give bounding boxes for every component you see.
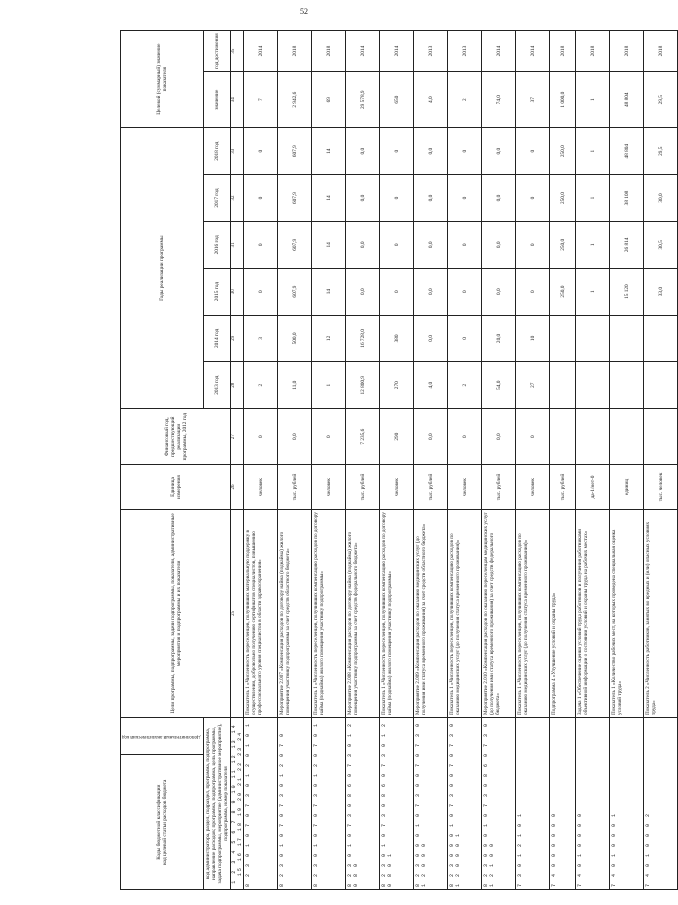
- row-year-value: 0: [244, 128, 278, 175]
- index-cell: 26: [231, 465, 244, 509]
- table-row: [516, 31, 550, 890]
- table-row: [610, 31, 644, 890]
- row-year-value: [644, 315, 678, 362]
- row-year-value: 250,0: [550, 268, 576, 315]
- header-year: 2013 год: [204, 362, 231, 409]
- row-code: 8 2 3 0 1 0 7 0 7 3 0 1 2 0 7 0 1: [312, 718, 346, 890]
- row-year-value: 12: [312, 315, 346, 362]
- table-row: [380, 31, 414, 890]
- row-target-value: 4,0: [414, 72, 448, 128]
- row-year-value: 29,5: [644, 128, 678, 175]
- row-2012: [576, 409, 610, 465]
- row-unit: тыс. рублей: [550, 465, 576, 509]
- row-year-value: 0: [380, 128, 414, 175]
- row-year-value: 4,0: [414, 362, 448, 409]
- row-year-value: 12 800,9: [346, 362, 380, 409]
- row-2012: 0,0: [414, 409, 448, 465]
- row-year-value: 1: [576, 221, 610, 268]
- header-year: 2015 год: [204, 268, 231, 315]
- row-year-value: 0,0: [482, 221, 516, 268]
- row-year-value: 0,0: [346, 268, 380, 315]
- row-description: Показатель 1 «Численность переселенцев, получивших компенсацию расходов по договору найма (поднайма) жилого помещения участнику подпрограммы»: [380, 509, 414, 717]
- table-row: [312, 31, 346, 890]
- header-year: 2017 год: [204, 175, 231, 222]
- row-target-value: 1 000,0: [550, 72, 576, 128]
- page-number: 52: [300, 7, 308, 16]
- row-unit: тыс. рублей: [482, 465, 516, 509]
- row-unit: человек: [244, 465, 278, 509]
- rotated-table-page: [120, 30, 664, 890]
- row-year-value: 0,0: [482, 268, 516, 315]
- row-description: Показатель 1 «Численность переселенцев, получивших компенсацию расходов по оказанию медицинских услуг (до получения статуса временного проживания)»: [516, 509, 550, 717]
- header-year: 2016 год: [204, 221, 231, 268]
- row-unit: тыс. рублей: [278, 465, 312, 509]
- row-year-value: 0: [448, 128, 482, 175]
- table-row: [278, 31, 312, 890]
- row-year-value: 3: [244, 315, 278, 362]
- row-target-value: 650: [380, 72, 414, 128]
- row-code: 7 4 0 1 0 0 0 0: [576, 718, 610, 890]
- row-year-value: 1: [576, 128, 610, 175]
- row-unit: да-1/нет-0: [576, 465, 610, 509]
- code-index-cell: 1 2 3 4 5 6 7 8 9 10 11 12 13 14 15 16 17 18 19 20 21 22 23 24: [231, 718, 244, 890]
- row-target-value: 7: [244, 72, 278, 128]
- row-year-value: 14: [312, 128, 346, 175]
- row-year-value: 2: [244, 362, 278, 409]
- row-year-value: 0: [448, 315, 482, 362]
- row-year-value: 0: [448, 221, 482, 268]
- row-year-value: 0,0: [414, 268, 448, 315]
- row-year-value: 11,0: [278, 362, 312, 409]
- row-unit: тыс. человек: [644, 465, 678, 509]
- row-year-value: 250,0: [550, 128, 576, 175]
- row-2012: [610, 409, 644, 465]
- row-year-value: 0,0: [414, 315, 448, 362]
- row-year-value: 0: [244, 268, 278, 315]
- row-year-value: 0,0: [414, 221, 448, 268]
- row-target-value: 2: [448, 72, 482, 128]
- row-year-value: 10: [516, 315, 550, 362]
- row-year-value: [644, 362, 678, 409]
- row-year-value: [610, 315, 644, 362]
- row-year-value: 2: [448, 362, 482, 409]
- row-2012: 0: [516, 409, 550, 465]
- row-target-value: 1: [576, 72, 610, 128]
- row-reach-year: 2018: [576, 31, 610, 72]
- row-2012: 290: [380, 409, 414, 465]
- row-target-value: 2 942,6: [278, 72, 312, 128]
- row-year-value: 607,9: [278, 128, 312, 175]
- row-unit: человек: [312, 465, 346, 509]
- row-description: Задача 1 «Обеспечение оценки условий труда работников и получения работниками объективной информации о состоянии условий и охраны труда на рабочих местах»: [576, 509, 610, 717]
- row-2012: 0: [448, 409, 482, 465]
- row-year-value: [576, 315, 610, 362]
- row-unit: тыс. рублей: [346, 465, 380, 509]
- row-description: Мероприятие 2.009 «Компенсация расходов по оказанию медицинских услуг (до получения ими статуса временного проживания) за счет средств областного бюджета»: [414, 509, 448, 717]
- row-year-value: 500,0: [278, 315, 312, 362]
- row-code: 8 2 3 0 9 0 1 0 7 3 0 0 7 0 7 3 0 1 2 0 9 0 1: [448, 718, 482, 890]
- row-year-value: 1: [312, 362, 346, 409]
- row-year-value: 607,9: [278, 175, 312, 222]
- row-reach-year: 2014: [244, 31, 278, 72]
- row-2012: 0,0: [482, 409, 516, 465]
- row-target-value: 69: [312, 72, 346, 128]
- row-target-value: 74,0: [482, 72, 516, 128]
- row-year-value: 0,0: [482, 128, 516, 175]
- column-index-row: [231, 31, 244, 890]
- row-year-value: 607,9: [278, 221, 312, 268]
- row-year-value: 0: [380, 268, 414, 315]
- table-row: [448, 31, 482, 890]
- row-2012: [550, 409, 576, 465]
- row-year-value: 30,5: [644, 221, 678, 268]
- header-value: значение: [204, 72, 231, 128]
- index-cell: 29: [231, 315, 244, 362]
- index-cell: 35: [231, 31, 244, 72]
- row-year-value: 0,0: [346, 221, 380, 268]
- row-unit: единиц: [610, 465, 644, 509]
- row-year-value: 48 804: [610, 128, 644, 175]
- row-reach-year: 2018: [644, 31, 678, 72]
- row-reach-year: 2018: [610, 31, 644, 72]
- header-years-title: Годы реализации программы: [121, 128, 204, 409]
- row-year-value: 1: [576, 175, 610, 222]
- row-year-value: 0: [380, 221, 414, 268]
- row-2012: [644, 409, 678, 465]
- header-program-name: Цели программы, подпрограммы, задачи подпрограммы, показатели, административные мероприятия и подпрограммы и их показатели: [121, 509, 231, 717]
- row-reach-year: 2013: [414, 31, 448, 72]
- row-year-value: 33,0: [644, 268, 678, 315]
- row-year-value: 607,9: [278, 268, 312, 315]
- row-year-value: 16 728,0: [346, 315, 380, 362]
- row-year-value: 250,0: [550, 221, 576, 268]
- row-code: 8 2 3 0 1 0 7 0 7 3 0 1 2 0 7 0: [278, 718, 312, 890]
- row-description: Мероприятие 2.010 «Компенсация расходов по оказанию переселенцам медицинских услуг (до получения ими статуса временного проживания) за счет средств федерального бюджета»: [482, 509, 516, 717]
- row-unit: тыс. рублей: [414, 465, 448, 509]
- index-cell: 31: [231, 221, 244, 268]
- row-year-value: 0,0: [414, 128, 448, 175]
- row-2012: 0: [312, 409, 346, 465]
- row-year-value: 14: [312, 221, 346, 268]
- row-year-value: 0,0: [346, 175, 380, 222]
- row-reach-year: 2013: [448, 31, 482, 72]
- row-year-value: 14: [312, 268, 346, 315]
- table-row: [244, 31, 278, 890]
- row-year-value: [610, 362, 644, 409]
- header-fin-year: Финансовый год, предшествующий реализации программы, 2012 год: [121, 409, 231, 465]
- table-row: [346, 31, 380, 890]
- row-description: Показатель 1 «Количество рабочих мест, на которых проведена специальная оценка условий труда»: [610, 509, 644, 717]
- row-unit: человек: [448, 465, 482, 509]
- header-target-value: Целевой (суммарный) значение показателя: [121, 31, 204, 128]
- row-target-value: 29,5: [644, 72, 678, 128]
- row-description: Показатель 1 «Численность переселенцев, получивших компенсацию расходов по договору найма (поднайма) жилого помещения участнику подпрограммы»: [312, 509, 346, 717]
- row-description: Мероприятие 2.008 «Компенсация расходов по договору найма (поднайма) жилого помещения участнику подпрограммы за счет средств федерального бюджета»: [346, 509, 380, 717]
- index-cell: 25: [231, 509, 244, 717]
- row-code: 8 2 3 0 1 0 7 0 7 3 0 1 2 0 1 0 1: [244, 718, 278, 890]
- row-description: Показатель 1 «Численность переселенцев, получивших материальную поддержку в осуществлении, добровольно получению сертификатов специалистов, повышению профессионального уровня специалистов в области здравоохранения»: [244, 509, 278, 717]
- program-indicators-table: [120, 30, 678, 890]
- row-reach-year: 2018: [278, 31, 312, 72]
- row-year-value: [550, 315, 576, 362]
- row-reach-year: 2014: [516, 31, 550, 72]
- row-unit: человек: [380, 465, 414, 509]
- row-year-value: 0: [380, 175, 414, 222]
- row-target-value: 29 578,9: [346, 72, 380, 128]
- row-year-value: 30,0: [644, 175, 678, 222]
- header-unit: Единица измерения: [121, 465, 231, 509]
- row-year-value: 14: [312, 175, 346, 222]
- row-year-value: 38 108: [610, 175, 644, 222]
- row-year-value: 0: [516, 268, 550, 315]
- row-year-value: 0,0: [414, 175, 448, 222]
- row-year-value: 0: [516, 175, 550, 222]
- row-year-value: 0: [244, 221, 278, 268]
- row-code: 7 4 0 1 0 0 0 1: [610, 718, 644, 890]
- row-year-value: [550, 362, 576, 409]
- row-code: 7 4 0 0 0 0 0 0: [550, 718, 576, 890]
- header-reach-year: год достижения: [204, 31, 231, 72]
- row-target-value: 37: [516, 72, 550, 128]
- row-description: Показатель 1 «Численность переселенцев, получивших компенсацию расходов по оказанию медицинских услуг (до получения статуса временного проживания)»: [448, 509, 482, 717]
- row-year-value: [576, 362, 610, 409]
- row-year-value: 0: [516, 221, 550, 268]
- table-row: [414, 31, 448, 890]
- row-2012: 0: [244, 409, 278, 465]
- row-reach-year: 2014: [380, 31, 414, 72]
- row-year-value: 0,0: [482, 175, 516, 222]
- header-year: 2014 год: [204, 315, 231, 362]
- header-year: 2018 год: [204, 128, 231, 175]
- row-code: 7 4 0 1 0 0 0 2: [644, 718, 678, 890]
- row-year-value: 1: [576, 268, 610, 315]
- row-reach-year: 2018: [550, 31, 576, 72]
- row-year-value: 0: [448, 175, 482, 222]
- header-extra-code: Дополнительный аналитический код: [121, 718, 204, 755]
- table-row: [482, 31, 516, 890]
- row-year-value: 26 814: [610, 221, 644, 268]
- header-code-columns: код администратора, раздел, подраздел, программа, подпрограмма, направление расходов; программа, подпрограмма, цель программы, задача подпрограммы, мероприятие (административное мероприятие), подпрограмма, номер показателя: [204, 718, 231, 890]
- row-target-value: 48 804: [610, 72, 644, 128]
- row-code: 8 2 3 0 1 0 7 3 0 8 6 0 7 3 0 1 2 0 8 0 1: [380, 718, 414, 890]
- row-year-value: 250,0: [550, 175, 576, 222]
- row-description: Показатель 2 «Численность работников, занятых во вредных и (или) опасных условиях труда»: [644, 509, 678, 717]
- row-2012: 7 235,6: [346, 409, 380, 465]
- row-code: 7 3 0 1 2 1 0 1: [516, 718, 550, 890]
- row-code: 8 2 3 0 9 0 1 0 7 3 0 0 7 0 7 3 0 1 2 0 9 0: [414, 718, 448, 890]
- row-2012: 0,0: [278, 409, 312, 465]
- row-year-value: 380: [380, 315, 414, 362]
- row-reach-year: 2014: [346, 31, 380, 72]
- row-year-value: 0: [244, 175, 278, 222]
- row-code: 8 2 3 0 1 0 7 3 0 8 6 0 7 3 0 1 2 0 8 0: [346, 718, 380, 890]
- row-year-value: 0,0: [346, 128, 380, 175]
- row-unit: человек: [516, 465, 550, 509]
- index-cell: 34: [231, 72, 244, 128]
- index-cell: 32: [231, 175, 244, 222]
- header-budget-class: Коды бюджетной классификации код целевой статьи расходов бюджета: [121, 755, 204, 890]
- index-cell: 30: [231, 268, 244, 315]
- row-year-value: 20,0: [482, 315, 516, 362]
- row-year-value: 54,0: [482, 362, 516, 409]
- index-cell: 28: [231, 362, 244, 409]
- table-row: [550, 31, 576, 890]
- row-year-value: 0: [448, 268, 482, 315]
- table-row: [644, 31, 678, 890]
- row-year-value: 0: [516, 128, 550, 175]
- row-reach-year: 2014: [482, 31, 516, 72]
- row-description: Мероприятие 2.007 «Компенсация расходов по договору найма (поднайма) жилого помещения участнику подпрограммы за счет средств областного бюджета»: [278, 509, 312, 717]
- index-cell: 33: [231, 128, 244, 175]
- index-cell: 27: [231, 409, 244, 465]
- row-year-value: 27: [516, 362, 550, 409]
- row-code: 8 2 3 0 9 0 1 0 7 3 0 8 6 0 7 3 0 1 2 1 0 0: [482, 718, 516, 890]
- row-description: Подпрограмма 4 «Улучшение условий и охраны труда»: [550, 509, 576, 717]
- table-row: [576, 31, 610, 890]
- row-year-value: 270: [380, 362, 414, 409]
- row-year-value: 15 120: [610, 268, 644, 315]
- row-reach-year: 2018: [312, 31, 346, 72]
